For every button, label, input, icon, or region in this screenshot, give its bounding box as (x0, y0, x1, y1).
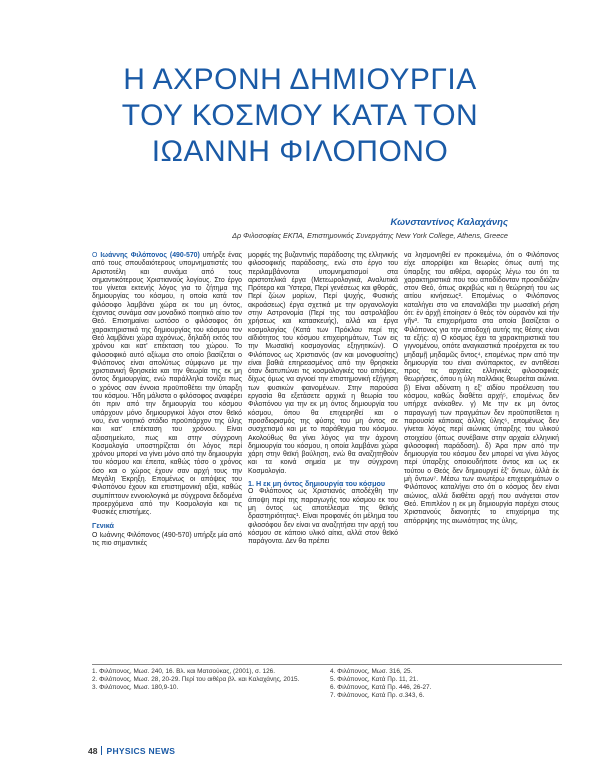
page-number: 48 (88, 746, 98, 756)
general-paragraph: Ο Ιωάννης Φιλόπονος (490-570) υπήρξε μία από τις πιο σημαντικές (92, 531, 242, 548)
footnote-4: 4. Φιλόπονος, Μωσ. 316, 25. (330, 668, 413, 675)
title-line-1: Η ΑΧΡΟΝΗ ΔΗΜΙΟΥΡΓΙΑ (123, 63, 477, 96)
article-title (0, 62, 600, 170)
footnotes-right (330, 668, 565, 700)
publication-name: PHYSICS NEWS (106, 746, 176, 756)
footnote-7: 7. Φιλόπονος, Κατά Πρ. σ.343, 6. (330, 692, 425, 699)
author-affiliation: Δρ Φιλοσοφίας ΕΚΠΑ, Επιστημονικός Συνεργάτης New York College, Athens, Greece (232, 231, 508, 240)
col3-paragraph-1: να λησμονηθεί εν προκειμένω, ότι ο Φιλόπονος είχε απορρίψει και θεωρίες όπως αυτή της ύπαρξης του αιθέρα, αφορώς λέγω του ότι τα χαρακτηριστικά που του αποδίδονταν προσιδιάζαν στον Θεό, όπως ακριβώς και η θεώρησή του ως αιτίου κινήσεως². Επομένως ο Φιλόπονος καταλήγει στο να επαναλάβει την μωσαϊκή ρήση ότι: ἐν ἀρχῇ ἐποίησεν ὁ θεὸς τὸν οὐρανὸν καὶ τὴν γῆν³. Τα επιχειρήματα στα οποία βασίζεται ο Φιλόπονος για την αποδοχή αυτής της θέσης είναι τα εξής: α) Ο κόσμος έχει τα χαρακτηριστικά του γιγνομένου, οπότε αναγκαστικά προέρχεται εκ του μηδαμῇ μηδαμῶς ὄντος⁴, επομένως πριν από την δημιουργία του είναι ανύπαρκτος, εν αντιθέσει προς τις αρχαίες ελληνικές φιλοσοφικές θεωρήσεις, όπου η ύλη παλλάκις θεωρείται αιώνια. β) Είναι αδύνατη η εξ' αϊδίου προέλευση του κόσμου, καθώς διαθέτει αρχή⁵, επομένως δεν υπήρχε ανέκαθεν. γ) Με την εκ μη όντος παραγωγή των πραγμάτων δεν προϋποτίθεται η παρουσία κάποιας άλλης ύλης⁶, επομένως δεν γίνεται λόγος περί αιώνιας ύπαρξης του υλικού στοιχείου (όπως συνέβαινε στην αρχαία ελληνική φιλοσοφική παράδοση). δ) Άρα πριν από την δημιουργία του κόσμου δεν μπορεί να γίνει λόγος περί ύπαρξης οποιουδήποτε όντος και ως εκ τούτου ο Θεός δεν δημιουργεί ἐξ' ὄντων, ἀλλὰ ἐκ μὴ ὄντων⁷. Μέσω των ανωτέρω επιχειρημάτων ο Φιλόπονος καταλήγει στο ότι ο κόσμος δεν είναι αιώνιος, αλλά διαθέτει αρχή που ανάγεται στον Θεό. Επιπλέον η εκ μη δημιουργία παρέχει στους Χριστιανούς διανοητές το επιχείρημα της απόρριψης της αιωνιότητας της ύλης, (404, 252, 559, 525)
footnote-3: 3. Φιλόπονος, Μωσ. 180,9-10. (92, 684, 179, 691)
intro-name: Ιωάννης Φιλόπονος (490-570) (100, 252, 200, 259)
column-1 (92, 252, 242, 548)
intro-paragraph (92, 252, 242, 518)
footnote-2: 2. Φιλόπονος, Μωσ. 28, 20-29. Περί του αιθέρα βλ. και Καλαχάνης, 2015. (92, 676, 300, 683)
subsection-heading-1: 1. Η εκ μη όντος δημιουργία του κόσμου (248, 479, 386, 489)
column-3 (404, 252, 559, 526)
section-heading-general: Γενικά (92, 520, 114, 530)
col2-paragraph-1: μορφές της βυζαντινής παράδοσης της ελληνικής φιλοσοφικής παράδοσης, ενώ στο έργο του περιλαμβάνονται υπομνηματισμοί στα αριστοτελικά έργα (Μετεωρολογικά, Αναλυτικά Πρότερα και Ύστερα, Περί γενέσεως και φθοράς, Περί ζώων μορίων, Περί ψυχής, Φυσικής ακροάσεως) έργα σχετικά με την οργανολογία στην Αστρονομία (Περί της του αστρολάβου χρήσεως και κατασκευής), αλλά και έργα κοσμολογίας (Κατά των Πρόκλου περί της αϊδιότητος του κόσμου επιχειρημάτων, Των εις την Μωσαϊκή κοσμογονίας εξηγητικών). Ο Φιλόπονος ως Χριστιανός (αν και μονοφυσίτης) είναι βαθιά επηρεασμένος από την θρησκεία όταν διατυπώνει τις κοσμολογικές του απόψεις, δίχως όμως να αγνοεί την επιστημονική εξήγηση των φυσικών φαινομένων. Στην παρούσα εργασία θα εξετάσετε αρχικά η θεωρία του Φιλοπόνου για την εκ μη όντος δημιουργία του κόσμου, όπου θα επιχειρηθεί και ο προσδιορισμός της φύσης του μη όντος σε συσχετισμό και με το παράθεγμα του κόσμου. Ακολούθως θα γίνει λόγος για την άχρονη δημιουργία του κόσμου, η οποία λαμβάνει χώρα χάρη στην θεϊκή βούληση, ενώ θα αναζητηθούν και τα κοινά σημεία με την σύγχρονη Κοσμολογία. (248, 252, 398, 475)
footer-divider (101, 746, 102, 755)
footnote-5: 5. Φιλόπονος, Κατά Πρ. 11, 21. (330, 676, 419, 683)
title-line-3: ΙΩΑΝΝΗ ΦΙΛΟΠΟΝΟ (151, 135, 449, 168)
author-name: Κωνσταντίνος Καλαχάνης (390, 217, 508, 228)
intro-prefix: Ο (92, 252, 101, 259)
footnotes-left (92, 668, 327, 692)
col2-paragraph-2: Ο Φιλόπονος ως Χριστιανός αποδέχθη την άποψη περί της παραγωγής του κόσμου εκ του μη όντος ως αποτέλεσμα της θεϊκής δραστηριότητας¹. Είναι προφανές ότι μέλημα του φιλοσόφου δεν είναι να αναζητήσει την αρχή του κόσμου σε κάποιο υλικό αίτια, αλλά στον θεϊκό παράγοντα. Δεν θα πρέπει (248, 488, 398, 546)
footnote-1: 1. Φιλόπονος, Μωσ. 240, 16. Βλ. και Ματσούκας, (2001), σ. 126. (92, 668, 275, 675)
title-line-2: ΤΟΥ ΚΟΣΜΟΥ ΚΑΤΑ ΤΟΝ (121, 99, 479, 132)
column-2 (248, 252, 398, 546)
footnote-6: 6. Φιλόπονος, Κατά Πρ. 446, 26-27. (330, 684, 432, 691)
page-footer (88, 746, 175, 756)
footnote-divider (92, 664, 562, 665)
intro-text: υπήρξε ένας από τους σπουδαιότερους υπομνηματιστές του Αριστοτέλη και συνάμα από τους σημαντικότερους Χριστιανούς λογίους. Στο έργο του γίνεται εκτενής λόγος για το ζήτημα της δημιουργίας του κόσμου, η οποία κατά τον φιλόσοφο λαμβάνει χώρα εκ του μη όντος, έχοντας συνάμα σαν μοναδικό ποιητικό αίτιο τον Θεό. Επισημαίνει ωστόσο ο φιλόσοφος ότι χαρακτηριστικό της δημιουργίας του κόσμου τον Θεό λαμβάνει χώρα αχρόνως, δηλαδή εκτός του χρόνου και κατ' επέκταση του χώρου. Το φιλοσοφικό αυτό αξίωμα στο οποίο βασίζεται ο Φιλόπονος είναι απολύτως σύμφωνο με την χριστιανική θρησκεία και την θεωρία της εκ μη όντος δημιουργίας, ενώ παράλληλα τονίζει πως ο χρόνος σαν έννοια προϋποθέτει την ύπαρξη του κόσμου. Ήδη μάλιστα ο φιλόσοφος αναφέρει ότι πριν από την δημιουργία του κόσμου υπάρχουν μόνο δημιουργικοί λόγοι στον θεϊκό νου, ένα νοητικό στάδιο προϋπάρχον της ύλης και κατ' επέκταση του χρόνου. Είναι αξιοσημείωτο, πως και στην σύγχρονη Κοσμολογία υποστηρίζεται ότι λόγος περί χρόνου μπορεί να γίνει μόνο από την δημιουργία του κόσμου και έπειτα, καθώς τόσο ο χρόνος όσο και ο χώρος έχουν σαν αρχή τους την Μεγάλη Έκρηξη. Επομένως οι απόψεις του Φιλοπόνου έχουν και επιστημονική αξία, καθώς συμπίπτουν εννοιολογικά με σύγχρονα δεδομένα προερχόμενα από την Κοσμολογία και τις Φυσικές επιστήμες. (92, 252, 242, 517)
